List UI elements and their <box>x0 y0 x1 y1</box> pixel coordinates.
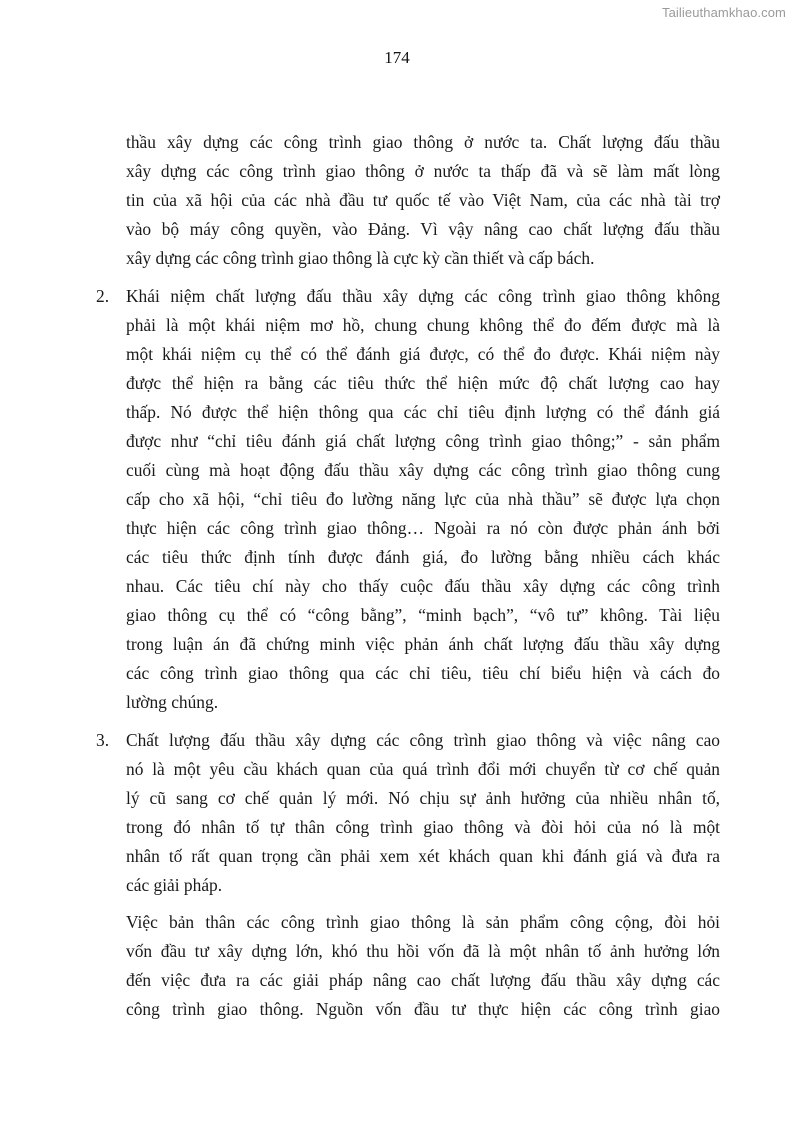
text-line: tin của xã hội của các nhà đầu tư quốc tế vào Việt Nam, của các nhà tài trợ <box>126 190 720 210</box>
text-line: được thể hiện ra bằng các tiêu thức thể hiện mức độ chất lượng cao hay <box>126 373 720 393</box>
text-line: Khái niệm chất lượng đấu thầu xây dựng các công trình giao thông không <box>126 286 720 306</box>
text-line: trong luận án đã chứng minh việc phản ánh chất lượng đấu thầu xây dựng <box>126 634 720 654</box>
intro-paragraph <box>126 128 720 273</box>
continuation-paragraph <box>126 908 720 1024</box>
text-line: nhân tố rất quan trọng cần phải xem xét khách quan khi đánh giá và đưa ra <box>126 846 720 866</box>
text-line: nhau. Các tiêu chí này cho thấy cuộc đấu thầu xây dựng các công trình <box>126 576 720 596</box>
text-line: cấp cho xã hội, “chỉ tiêu đo lường năng lực của nhà thầu” sẽ được lựa chọn <box>126 489 720 509</box>
list-item-2 <box>96 282 720 717</box>
text-line: được như “chỉ tiêu đánh giá chất lượng công trình giao thông;” - sản phẩm <box>126 431 720 451</box>
text-line: giao thông cụ thể có “công bằng”, “minh bạch”, “vô tư” không. Tài liệu <box>126 605 720 625</box>
text-line: một khái niệm cụ thể có thể đánh giá được, có thể đo được. Khái niệm này <box>126 344 720 364</box>
text-line: cuối cùng mà hoạt động đấu thầu xây dựng các công trình giao thông cung <box>126 460 720 480</box>
list-number: 3. <box>96 730 110 750</box>
text-line: Chất lượng đấu thầu xây dựng các công trình giao thông và việc nâng cao <box>126 730 720 750</box>
text-line: Việc bản thân các công trình giao thông là sản phẩm công cộng, đòi hỏi <box>126 912 720 932</box>
text-line: các tiêu thức định tính được đánh giá, đo lường bằng nhiều cách khác <box>126 547 720 567</box>
page-number: 174 <box>384 48 410 67</box>
text-line: trong đó nhân tố tự thân công trình giao thông và đòi hỏi của nó là một <box>126 817 720 837</box>
text-line: vào bộ máy công quyền, vào Đảng. Vì vậy nâng cao chất lượng đấu thầu <box>126 219 720 239</box>
list-number: 2. <box>96 286 110 306</box>
text-line: các giải pháp. <box>126 875 223 895</box>
text-line: lý cũ sang cơ chế quản lý mới. Nó chịu sự ảnh hưởng của nhiều nhân tố, <box>126 788 720 808</box>
text-line: thấp. Nó được thể hiện thông qua các chỉ tiêu định lượng có thể đánh giá <box>126 402 720 422</box>
text-line: đến việc đưa ra các giải pháp nâng cao chất lượng đấu thầu xây dựng các <box>126 970 720 990</box>
text-line: thầu xây dựng các công trình giao thông ở nước ta. Chất lượng đấu thầu <box>126 132 720 152</box>
watermark: Tailieuthamkhao.com <box>661 5 786 20</box>
text-line: phải là một khái niệm mơ hồ, chung chung không thể đo đếm được mà là <box>126 315 720 335</box>
text-line: các công trình giao thông qua các chỉ tiêu, tiêu chí biểu hiện và cách đo <box>126 663 720 683</box>
text-line: công trình giao thông. Nguồn vốn đầu tư thực hiện các công trình giao <box>126 999 720 1019</box>
text-line: xây dựng các công trình giao thông là cực kỳ cần thiết và cấp bách. <box>126 248 595 268</box>
list-item-3 <box>96 726 720 900</box>
text-line: vốn đầu tư xây dựng lớn, khó thu hồi vốn đã là một nhân tố ảnh hưởng lớn <box>126 941 720 961</box>
text-line: nó là một yêu cầu khách quan của quá trình đổi mới chuyển từ cơ chế quản <box>126 759 720 779</box>
text-line: thực hiện các công trình giao thông… Ngoài ra nó còn được phản ánh bởi <box>126 518 720 538</box>
text-line: xây dựng các công trình giao thông ở nước ta thấp đã và sẽ làm mất lòng <box>126 161 720 181</box>
document-body <box>96 128 720 1024</box>
text-line: lường chúng. <box>126 692 219 712</box>
